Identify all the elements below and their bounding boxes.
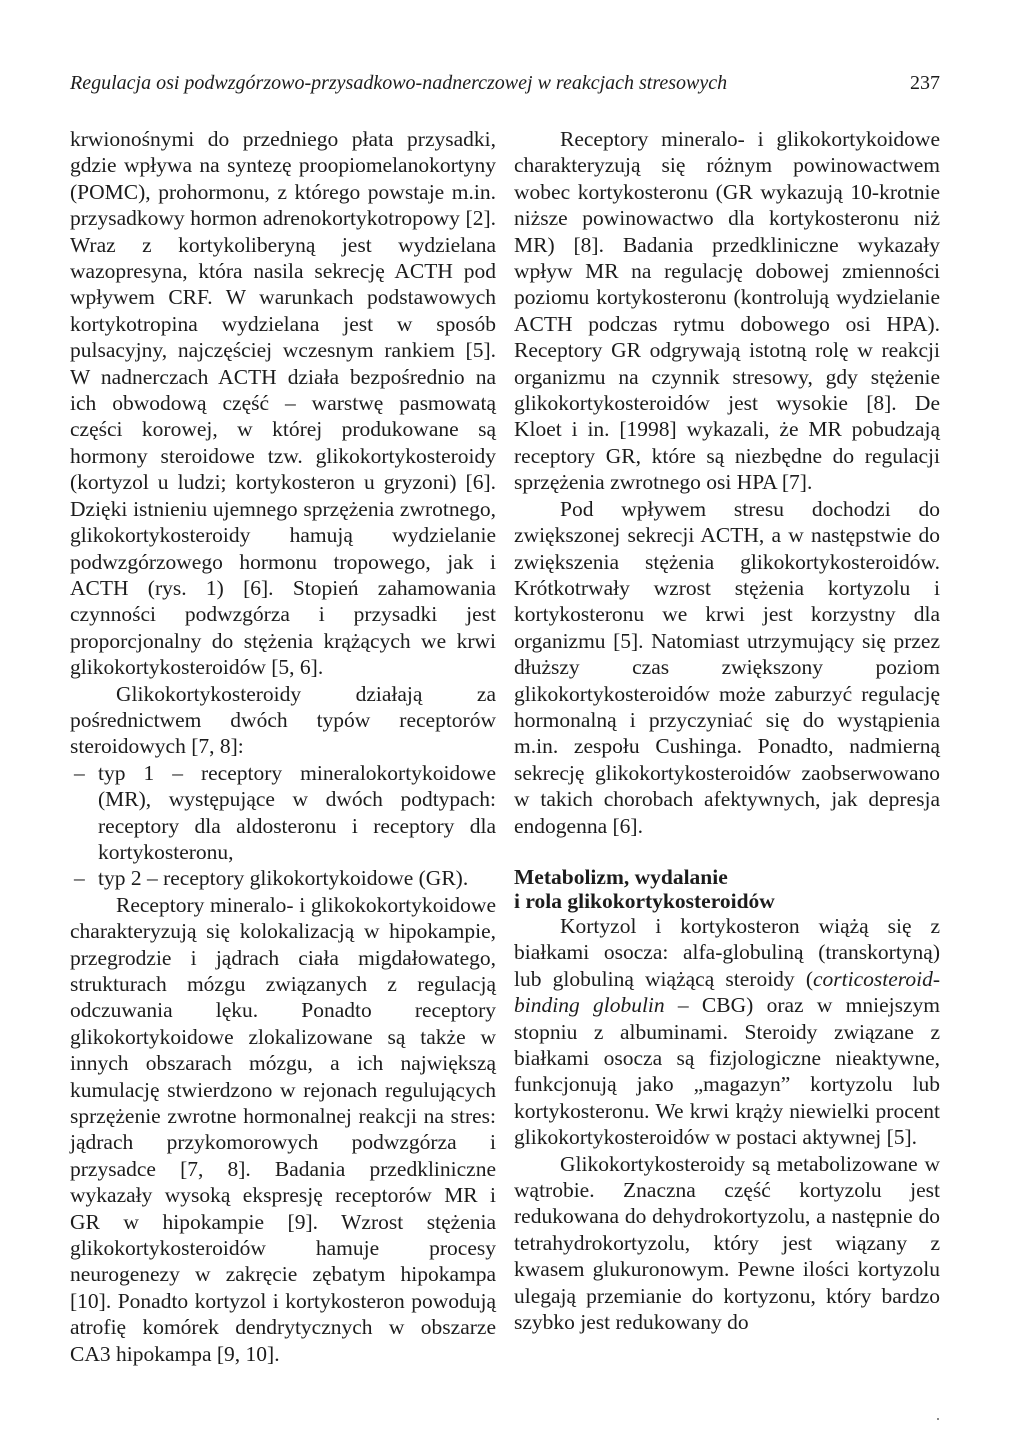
paragraph-text: – CBG) oraz w mniejszym stopniu z albuminami. Steroidy związane z białkami osocza są fizjologiczne nieaktywne, funkcjonują jako „magazyn” kortyzolu lub kortykosteronu. We krwi krąży niewielki procent glikokortykosteroidów w postaci aktywnej [5]. [514, 993, 940, 1150]
list-item: – typ 2 – receptory glikokortykoidowe (GR). [70, 865, 496, 891]
scan-speck [937, 1418, 939, 1420]
section-heading [514, 865, 940, 913]
running-head [70, 72, 940, 102]
section-heading-line: i rola glikokortykosteroidów [514, 888, 775, 913]
paragraph [514, 913, 940, 1151]
right-column [514, 126, 940, 1335]
list-item: – typ 1 – receptory mineralokortykoidowe (MR), występujące w dwóch podtypach: receptory dla aldosteronu i receptory dla kortykosteronu, [70, 760, 496, 866]
paragraph: krwionośnymi do przedniego płata przysadki, gdzie wpływa na syntezę proopiomelanokortyny (POMC), prohormonu, z którego powstaje m.in. przysadkowy hormon adrenokortykotropowy [2]. Wraz z kortykoliberyną jest wydzielana wazopresyna, która nasila sekrecję ACTH pod wpływem CRF. W warunkach podstawowych kortykotropina wydzielana jest w sposób pulsacyjny, najczęściej wczesnym rankiem [5]. W nadnerczach ACTH działa bezpośrednio na ich obwodową część – warstwę pasmowatą części korowej, w której produkowane są hormony steroidowe tzw. glikokortykosteroidy (kortyzol u ludzi; kortykosteron u gryzoni) [6]. Dzięki istnieniu ujemnego sprzężenia zwrotnego, glikokortykosteroidy hamują wydzielanie podwzgórzowego hormonu tropowego, jak i ACTH (rys. 1) [6]. Stopień zahamowania czynności podwzgórza i przysadki jest proporcjonalny do stężenia krążących we krwi glikokortykosteroidów [5, 6]. [70, 127, 496, 680]
paragraph: Receptory mineralo- i glikokortykoidowe charakteryzują się różnym powinowactwem wobec kortykosteronu (GR wykazują 10-krotnie niższe powinowactwo dla kortykosteronu niż MR) [8]. Badania przedkliniczne wykazały wpływ MR na regulację dobowej zmienności poziomu kortykosteronu (kontrolują wydzielanie ACTH podczas rytmu dobowego osi HPA). Receptory GR odgrywają istotną rolę w reakcji organizmu na czynnik stresowy, gdy stężenie glikokortykosteroidów jest wysokie [8]. De Kloet i in. [1998] wykazali, że MR pobudzają receptory GR, które są niezbędne do regulacji sprzężenia zwrotnego osi HPA [7]. [514, 127, 940, 495]
receptor-type-list [70, 760, 496, 892]
running-title: Regulacja osi podwzgórzowo-przysadkowo-nadnerczowej w reakcjach stresowych [70, 72, 728, 94]
italic-term: corticosteroid-binding globulin [514, 966, 940, 1018]
section-heading-line: Metabolizm, wydalanie [514, 864, 728, 889]
paragraph-text: Kortyzol i kortykosteron wiążą się z białkami osocza: alfa-globuliną (transkortyną) lub globuliną wiążącą steroidy ( [514, 913, 940, 991]
paragraph: Pod wpływem stresu dochodzi do zwiększonej sekrecji ACTH, a w następstwie do zwiększenia stężenia glikokortykosteroidów. Krótkotrwały wzrost stężenia kortyzolu i kortykosteronu we krwi jest korzystny dla organizmu [5]. Natomiast utrzymujący się przez dłuższy czas zwiększony poziom glikokortykosteroidów może zaburzyć regulację hormonalną i przyczyniać się do wystąpienia m.in. zespołu Cushinga. Ponadto, nadmierną sekrecję glikokortykosteroidów zaobserwowano w takich chorobach afektywnych, jak depresja endogenna [6]. [514, 496, 940, 838]
paragraph: Glikokortykosteroidy działają za pośrednictwem dwóch typów receptorów steroidowych [7, 8]: [70, 681, 496, 759]
page-number: 237 [910, 72, 940, 94]
paragraph: Glikokortykosteroidy są metabolizowane w wątrobie. Znaczna część kortyzolu jest redukowana do dehydrokortyzolu, a następnie do tetrahydrokortyzolu, który jest wiązany z kwasem glukuronowym. Pewne ilości kortyzolu ulegają przemianie do kortyzonu, który bardzo szybko jest redukowany do [514, 1151, 940, 1335]
paragraph: Receptory mineralo- i glikokokortykoidowe charakteryzują się kolokalizacją w hipokampie, przegrodzie i jądrach ciała migdałowatego, strukturach mózgu związanych z regulacją odczuwania lęku. Ponadto receptory glikokortykoidowe zlokalizowane są także w innych obszarach mózgu, a ich największą kumulację stwierdzono w rejonach regulujących sprzężenie zwrotne hormonalnej reakcji na stres: jądrach przykomorowych podwzgórza i przysadce [7, 8]. Badania przedkliniczne wykazały wysoką ekspresję receptorów MR i GR w hipokampie [9]. Wzrost stężenia glikokortykosteroidów hamuje procesy neurogenezy w zakręcie zębatym hipokampa [10]. Ponadto kortyzol i kortykosteron powodują atrofię komórek dendrytycznych w obszarze CA3 hipokampa [9, 10]. [70, 892, 496, 1366]
left-column [70, 126, 496, 1367]
